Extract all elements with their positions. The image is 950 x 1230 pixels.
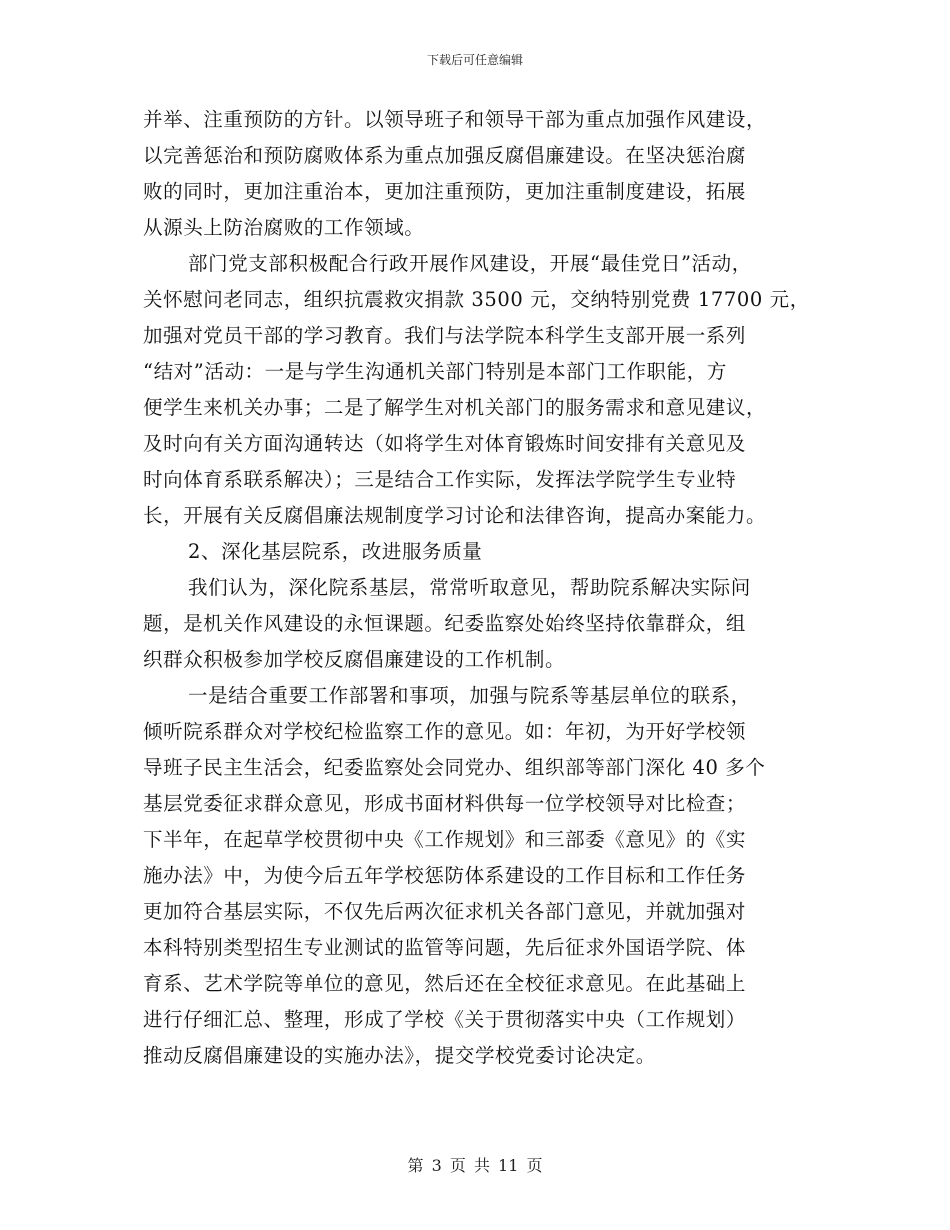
text-line: 施办法》中，为使今后五年学校惩防体系建设的工作目标和工作任务 (143, 864, 747, 887)
section-heading: 2、深化基层院系，改进服务质量 (188, 540, 483, 563)
text-line: 题，是机关作风建设的永恒课题。纪委监察处始终坚持依靠群众，组 (143, 612, 747, 635)
text-line: 关怀慰问老同志，组织抗震救灾捐款 3500 元，交纳特别党费 17700 元， (143, 288, 810, 311)
text-line: 更加符合基层实际，不仅先后两次征求机关各部门意见，并就加强对 (143, 900, 747, 923)
text-line: 育系、艺术学院等单位的意见，然后还在全校征求意见。在此基础上 (143, 972, 747, 995)
paragraph-first-line: 一是结合重要工作部署和事项，加强与院系等基层单位的联系， (188, 684, 751, 707)
text-line: 倾听院系群众对学校纪检监察工作的意见。如：年初，为开好学校领 (143, 720, 747, 743)
text-line: 进行仔细汇总、整理，形成了学校《关于贯彻落实中央（工作规划） (143, 1008, 747, 1031)
text-line: 本科特别类型招生专业测试的监管等问题，先后征求外国语学院、体 (143, 936, 747, 959)
text-line: 推动反腐倡廉建设的实施办法》，提交学校党委讨论决定。 (143, 1044, 656, 1067)
text-line: 加强对党员干部的学习教育。我们与法学院本科学生支部开展一系列 (143, 324, 747, 347)
text-line: 导班子民主生活会，纪委监察处会同党办、组织部等部门深化 40 多个 (143, 756, 766, 779)
text-line: 时向体育系联系解决）；三是结合工作实际，发挥法学院学生专业特 (143, 468, 737, 491)
text-line: 便学生来机关办事；二是了解学生对机关部门的服务需求和意见建议， (143, 396, 767, 419)
text-line: 及时向有关方面沟通转达（如将学生对体育锻炼时间安排有关意见及 (143, 432, 747, 455)
text-line: 并举、注重预防的方针。以领导班子和领导干部为重点加强作风建设， (143, 108, 767, 131)
page-header: 下载后可任意编辑 (426, 53, 523, 67)
text-line: 从源头上防治腐败的工作领域。 (143, 216, 425, 239)
paragraph-first-line: 部门党支部积极配合行政开展作风建设，开展“最佳党日”活动， (188, 252, 752, 275)
text-line: 败的同时，更加注重治本，更加注重预防，更加注重制度建设，拓展 (143, 180, 747, 203)
text-line: 织群众积极参加学校反腐倡廉建设的工作机制。 (143, 648, 566, 671)
text-line: “结对”活动：一是与学生沟通机关部门特别是本部门工作职能，方 (143, 360, 727, 383)
paragraph-first-line: 我们认为，深化院系基层，常常听取意见，帮助院系解决实际问 (188, 576, 751, 599)
page-number: 第 3 页 共 11 页 (407, 1156, 543, 1175)
text-line: 下半年，在起草学校贯彻中央《工作规划》和三部委《意见》的《实 (143, 828, 747, 851)
text-line: 长，开展有关反腐倡廉法规制度学习讨论和法律咨询，提高办案能力。 (143, 504, 767, 527)
text-line: 基层党委征求群众意见，形成书面材料供每一位学校领导对比检查； (143, 792, 747, 815)
text-line: 以完善惩治和预防腐败体系为重点加强反腐倡廉建设。在坚决惩治腐 (143, 144, 747, 167)
